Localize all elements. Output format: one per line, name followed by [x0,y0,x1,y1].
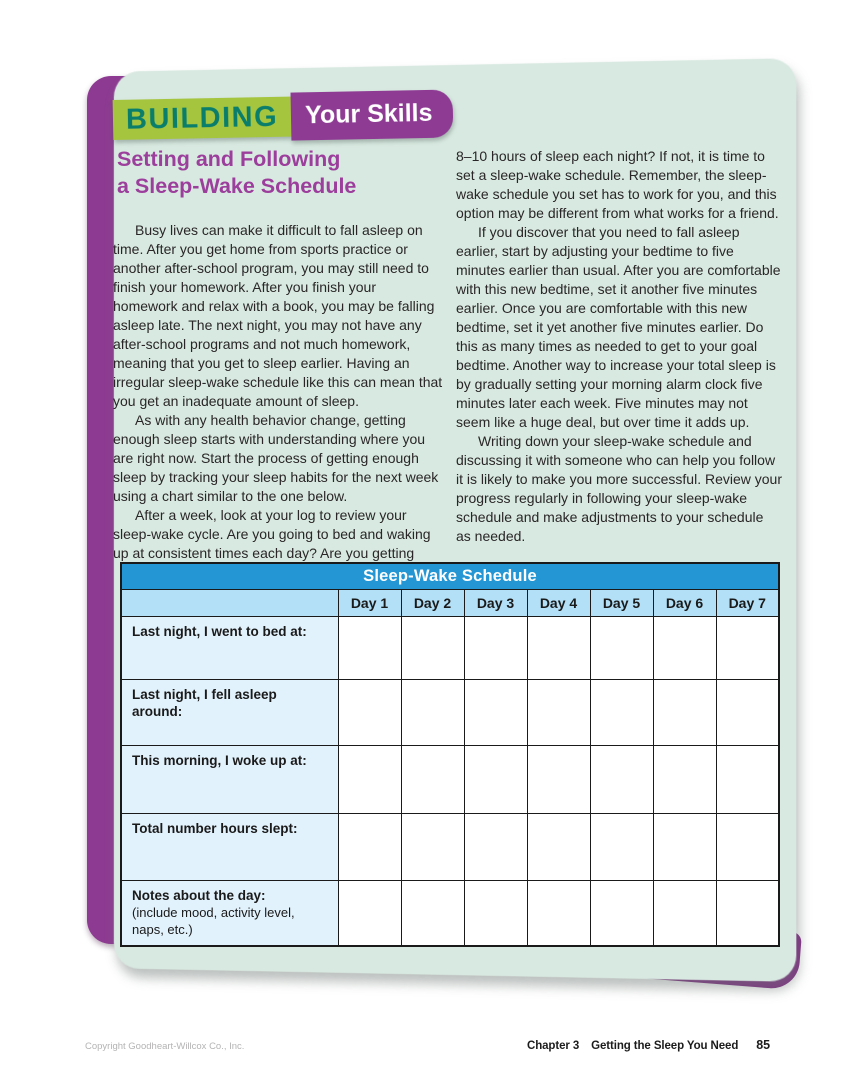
day-header: Day 7 [716,589,779,616]
page-title [117,146,457,200]
row-sublabel-text: (include mood, activity level, naps, etc.) [132,904,295,937]
blank-entry-cell [590,880,653,946]
blank-entry-cell [338,679,401,745]
page-title-line1: Setting and Following [117,147,341,171]
badge-your-skills-label: Your Skills [291,89,453,140]
blank-entry-cell [527,880,590,946]
blank-entry-cell [653,880,716,946]
day-header: Day 4 [527,589,590,616]
row-label-text: Notes about the day: [132,887,266,903]
blank-entry-cell [401,813,464,880]
blank-entry-cell [464,880,527,946]
blank-entry-cell [338,616,401,679]
table-row [121,616,779,679]
row-label [121,813,338,880]
day-header: Day 1 [338,589,401,616]
blank-entry-cell [590,813,653,880]
blank-entry-cell [464,616,527,679]
blank-entry-cell [527,813,590,880]
blank-entry-cell [527,679,590,745]
body-column-right [456,147,782,546]
chapter-number: Chapter 3 [526,1040,580,1052]
blank-entry-cell [401,616,464,679]
blank-entry-cell [464,813,527,880]
table-row [121,880,779,946]
blank-entry-cell [590,745,653,813]
blank-entry-cell [464,745,527,813]
blank-entry-cell [590,679,653,745]
blank-entry-cell [338,880,401,946]
day-header: Day 5 [590,589,653,616]
day-header: Day 3 [464,589,527,616]
row-label-text: This morning, I woke up at: [132,752,307,768]
row-label [121,616,338,679]
paragraph: 8–10 hours of sleep each night? If not, it is time to set a sleep-wake schedule. Remember, the sleep-wake schedule you set has to work for you, and this option may be different from what works for a friend. [456,148,779,221]
blank-entry-cell [716,813,779,880]
blank-entry-cell [716,880,779,946]
row-label [121,880,338,946]
paragraph: As with any health behavior change, getting enough sleep starts with understanding where you are right now. Start the process of getting enough sleep by tracking your sleep habits for the next week using a chart similar to the one below. [113,412,439,504]
row-label-text: Last night, I went to bed at: [132,623,307,639]
row-label [121,745,338,813]
page-number: 85 [756,1038,770,1052]
building-your-skills-badge [113,89,453,144]
blank-entry-cell [653,813,716,880]
chapter-title: Getting the Sleep You Need [591,1040,739,1052]
row-label-text: Last night, I fell asleep around: [132,686,277,719]
day-header: Day 6 [653,589,716,616]
blank-entry-cell [590,616,653,679]
blank-entry-cell [527,745,590,813]
table-row [121,813,779,880]
paragraph: Busy lives can make it difficult to fall asleep on time. After you get home from sports practice or another after-school program, you may still need to finish your homework. After you finish your homework and relax with a book, you may be falling asleep late. The next night, you may not have any after-school programs and not much homework, meaning that you get to sleep earlier. Having an irregular sleep-wake schedule like this can mean that you get an inadequate amount of sleep. [113,222,443,409]
blank-entry-cell [401,745,464,813]
paragraph: If you discover that you need to fall asleep earlier, start by adjusting your bedtime to five minutes earlier than usual. After you are comfortable with this new bedtime, set it another five minutes earlier. Once you are comfortable with this new bedtime, set it yet another five minutes earlier. Do this as many times as needed to get to your goal bedtime. Another way to increase your total sleep is by gradually setting your morning alarm clock five minutes later each week. Five minutes may not seem like a huge deal, but over time it adds up. [456,224,781,430]
table-title-row [121,563,779,589]
blank-entry-cell [653,679,716,745]
body-column-left [113,221,444,563]
blank-entry-cell [401,679,464,745]
blank-entry-cell [464,679,527,745]
blank-entry-cell [716,745,779,813]
blank-entry-cell [716,616,779,679]
blank-entry-cell [716,679,779,745]
blank-entry-cell [653,745,716,813]
paragraph: After a week, look at your log to review your sleep-wake cycle. Are you going to bed and waking up at consistent times each day? Are you getting [113,507,431,561]
row-label-text: Total number hours slept: [132,820,298,836]
blank-entry-cell [338,813,401,880]
table-corner-cell [121,589,338,616]
paragraph: Writing down your sleep-wake schedule and discussing it with someone who can help you follow it is likely to make you more successful. Review your progress regularly in following your sleep-wake schedule and make adjustments to your schedule as needed. [456,433,782,544]
table-day-header-row [121,589,779,616]
table-row [121,745,779,813]
day-header: Day 2 [401,589,464,616]
table-row [121,679,779,745]
row-label [121,679,338,745]
copyright-notice: Copyright Goodheart-Willcox Co., Inc. [85,1041,245,1052]
badge-building-label: BUILDING [113,97,292,140]
blank-entry-cell [338,745,401,813]
blank-entry-cell [653,616,716,679]
sleep-wake-schedule-table [120,562,780,947]
table-title: Sleep-Wake Schedule [121,563,779,589]
blank-entry-cell [401,880,464,946]
page-title-line2: a Sleep-Wake Schedule [117,174,357,198]
blank-entry-cell [527,616,590,679]
